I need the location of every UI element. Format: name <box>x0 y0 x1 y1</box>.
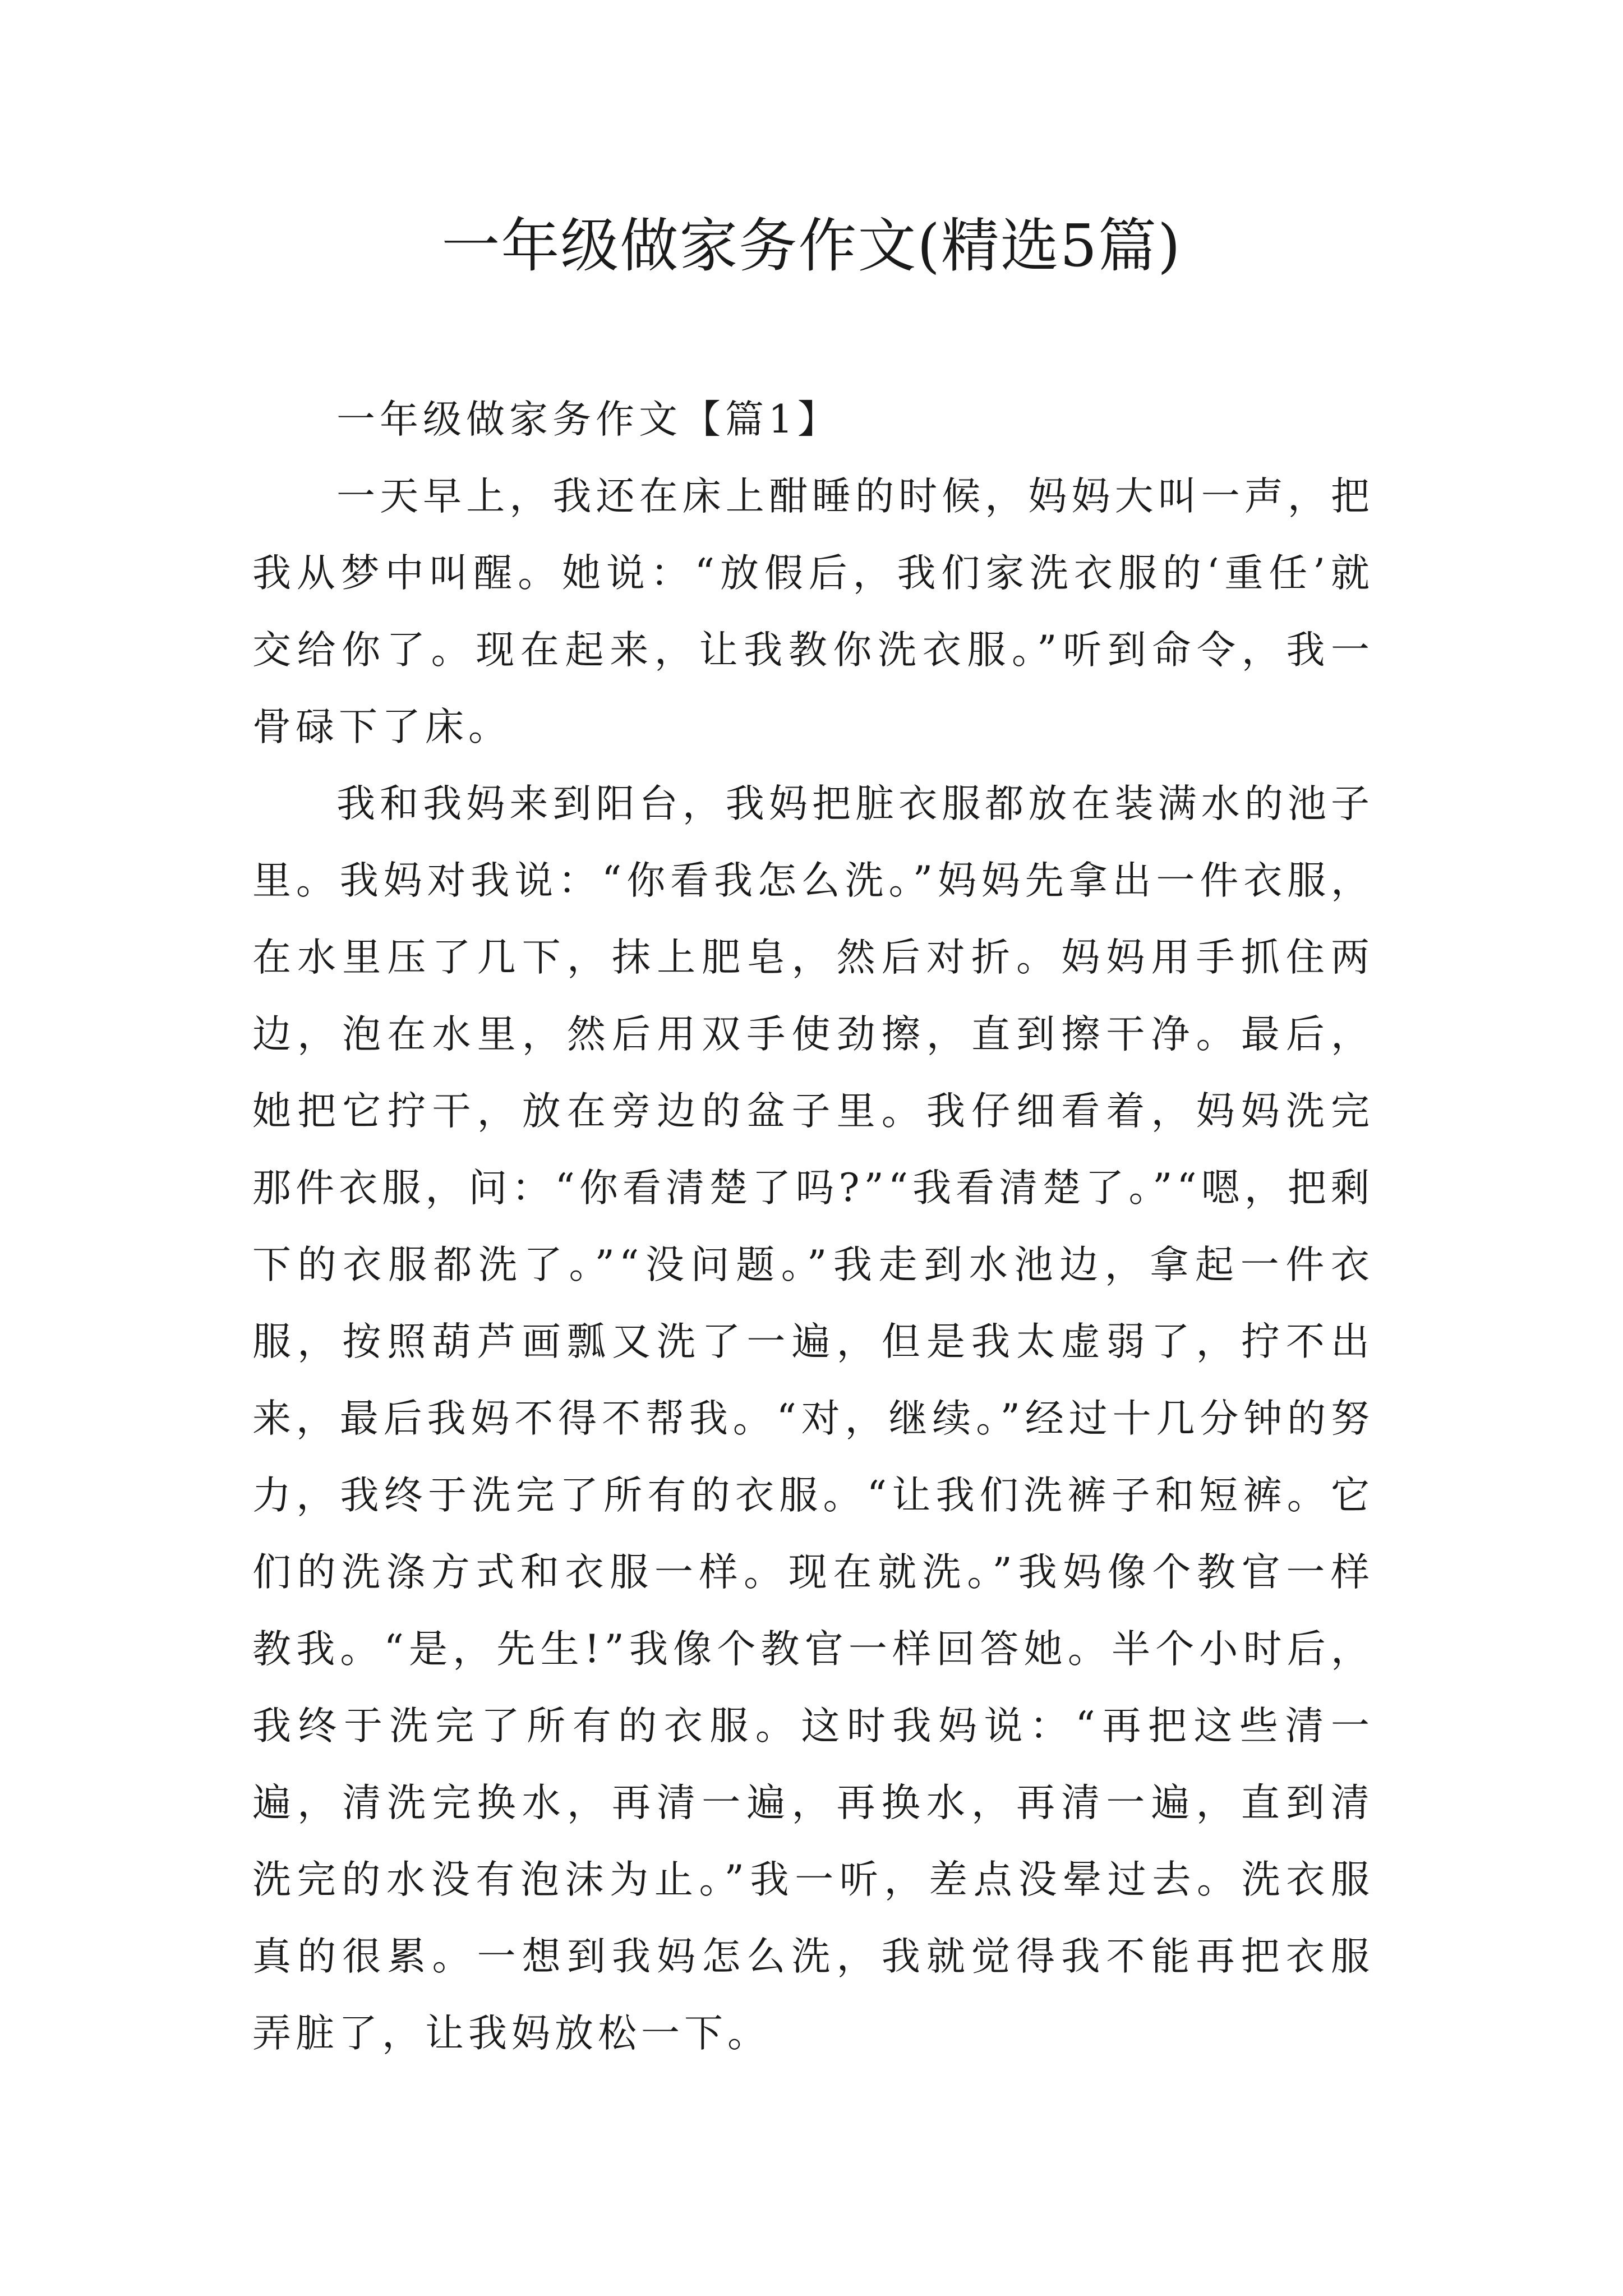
section-heading: 一年级做家务作文【篇1】 <box>336 397 841 442</box>
paragraph-1: 一天早上，我还在床上酣睡的时候，妈妈大叫一声，把我从梦中叫醒。她说：“放假后，我们家洗衣服的‘重任’就交给你了。现在起来，让我教你洗衣服。”听到命令，我一骨碌下了床。 <box>252 474 1374 749</box>
document-body <box>252 381 1374 2072</box>
paragraph-2: 我和我妈来到阳台，我妈把脏衣服都放在装满水的池子里。我妈对我说：“你看我怎么洗。”妈妈先拿出一件衣服，在水里压了几下，抹上肥皂，然后对折。妈妈用手抓住两边，泡在水里，然后用双手使劲擦，直到擦干净。最后，她把它拧干，放在旁边的盆子里。我仔细看着，妈妈洗完那件衣服，问：“你看清楚了吗?”“我看清楚了。”“嗯，把剩下的衣服都洗了。”“没问题。”我走到水池边，拿起一件衣服，按照葫芦画瓢又洗了一遍，但是我太虚弱了，拧不出来，最后我妈不得不帮我。“对，继续。”经过十几分钟的努力，我终于洗完了所有的衣服。“让我们洗裤子和短裤。它们的洗涤方式和衣服一样。现在就洗。”我妈像个教官一样教我。“是，先生!”我像个教官一样回答她。半个小时后，我终于洗完了所有的衣服。这时我妈说：“再把这些清一遍，清洗完换水，再清一遍，再换水，再清一遍，直到清洗完的水没有泡沫为止。”我一听，差点没晕过去。洗衣服真的很累。一想到我妈怎么洗，我就觉得我不能再把衣服弄脏了，让我妈放松一下。 <box>252 781 1374 2056</box>
document-title: 一年级做家务作文(精选5篇) <box>441 211 1182 280</box>
